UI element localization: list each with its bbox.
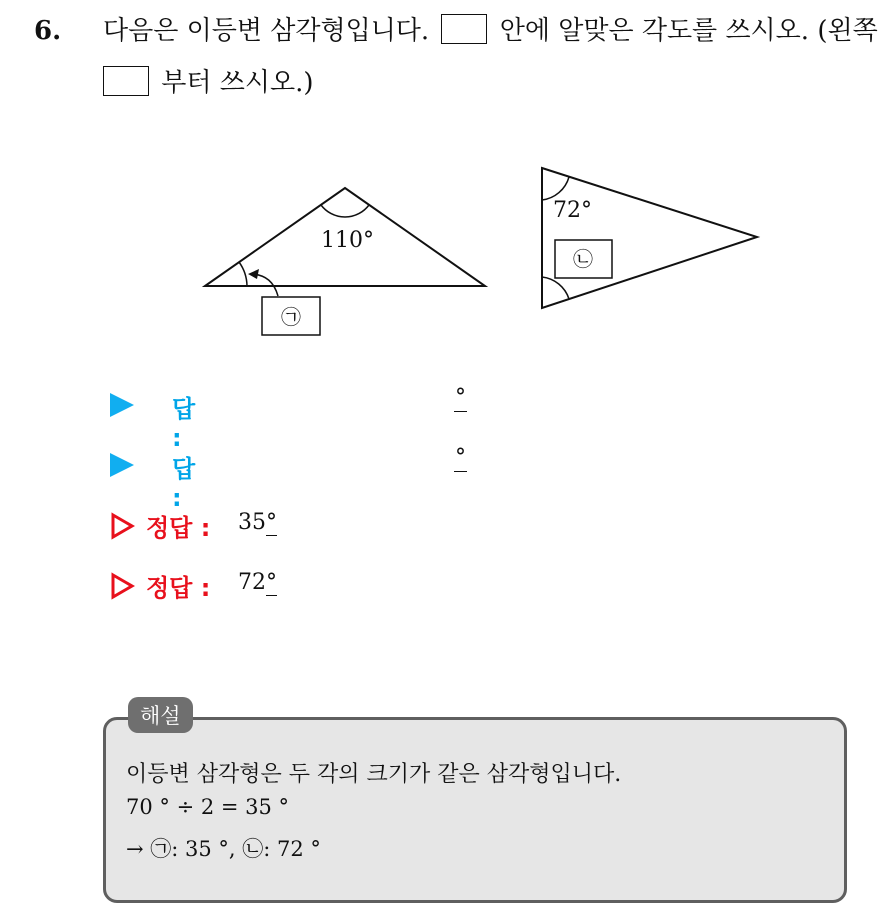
right-triangle xyxy=(542,168,757,308)
left-box-label: ㉠ xyxy=(281,305,301,329)
right-bottom-angle-arc xyxy=(542,277,569,299)
explanation-tag: 해설 xyxy=(128,697,193,733)
answer-label: 답 : xyxy=(172,455,196,512)
correct-answer-label: 정답 : xyxy=(146,514,211,542)
correct-answer-unit: ° xyxy=(266,510,277,535)
answer-label: 답 : xyxy=(172,395,196,452)
right-top-angle-arc xyxy=(542,177,569,200)
left-base-angle-arc xyxy=(239,262,247,286)
outline-arrow-icon xyxy=(110,572,136,600)
explanation-line-2: 70 ° ÷ 2 = 35 ° xyxy=(126,795,290,819)
correct-answer-label: 정답 : xyxy=(146,574,211,602)
explanation-line-3: → ㉠: 35 °, ㉡: 72 ° xyxy=(126,837,321,861)
question-number: 6. xyxy=(34,16,62,46)
answer-blank[interactable]: ° xyxy=(455,385,466,410)
left-top-angle-arc xyxy=(321,205,369,217)
correct-answer-value xyxy=(238,510,277,535)
correct-answer-number: 35 xyxy=(238,510,266,535)
right-top-angle-label: 72° xyxy=(553,198,592,223)
play-arrow-icon xyxy=(110,393,134,417)
correct-answer-unit: ° xyxy=(266,570,277,595)
left-top-angle-label: 110° xyxy=(321,228,374,253)
correct-answer-value xyxy=(238,570,277,595)
explanation-line-1: 이등변 삼각형은 두 각의 크기가 같은 삼각형입니다. xyxy=(126,762,622,787)
question-text-part-3: 부터 쓰시오.) xyxy=(161,68,314,98)
play-arrow-icon xyxy=(110,453,134,477)
question-text-part-1: 다음은 이등변 삼각형입니다. xyxy=(103,16,430,46)
right-box-label: ㉡ xyxy=(573,247,593,271)
triangle-figure xyxy=(0,0,884,360)
question-text-part-2: 안에 알맞은 각도를 쓰시오. (왼쪽 xyxy=(499,16,878,46)
arrow-head xyxy=(248,269,259,279)
answer-blank[interactable]: ° xyxy=(455,445,466,470)
outline-arrow-icon xyxy=(110,512,136,540)
correct-answer-number: 72 xyxy=(238,570,266,595)
